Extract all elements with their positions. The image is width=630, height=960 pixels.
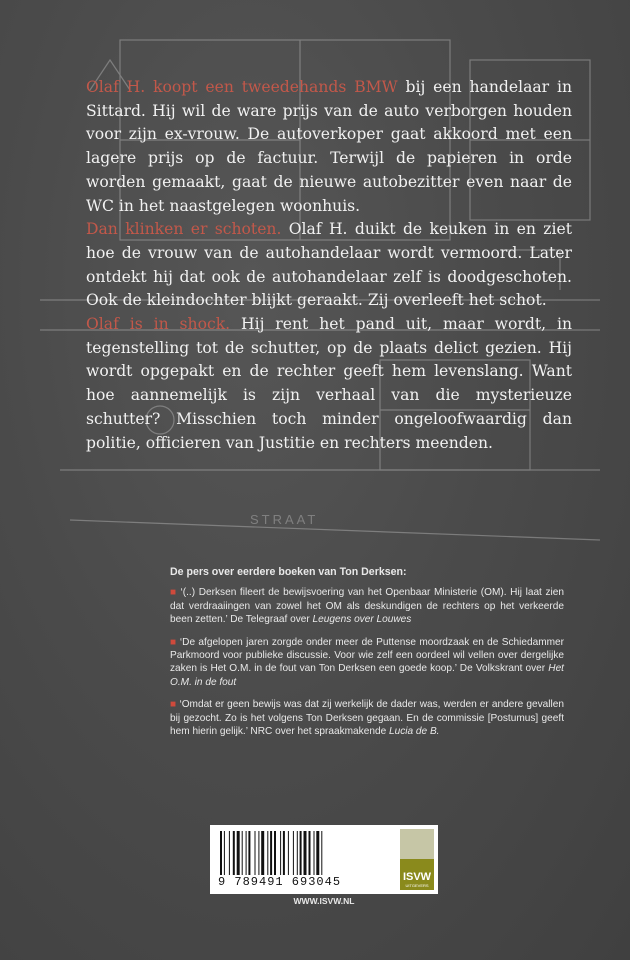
bullet-icon: ■ [170,636,177,648]
story-body-1: bij een handelaar in Sittard. Hij wil de ware prijs van de auto verborgen houden voor zijn ex-vrouw. De autoverkoper gaat akkoord met een lagere prijs op de factuur. Terwijl de papieren in orde worden gemaakt, gaat de nieuwe autobezitter even naar de WC in het naastgelegen woonhuis. [86,78,572,215]
barcode-bar [246,831,247,875]
barcode-bar [261,831,264,875]
barcode-bar [248,831,250,875]
logo-text: ISVW [402,871,432,883]
story-body-2: Olaf H. duikt de keuken in en ziet hoe de vrouw van de autohandelaar wordt vermoord. Later ontdekt hij dat ook de autohandelaar zelf is doodgeschoten. Ook de kleindochter blijkt geraakt. Zij overleeft het schot. [86,220,572,310]
barcode-bar [233,831,235,875]
barcode-bar [258,831,259,875]
press-quotes [170,566,564,747]
barcode-bar [321,831,322,875]
barcode-bar [297,831,298,875]
story-body-3: Hij rent het pand uit, maar wordt, in tegenstelling tot de schutter, op de plaats delict gezien. Hij wordt opgepakt en de rechter geeft hem levenslang. Want hoe aannemelijk is zijn verhaal van die mysterieuze schutter? Misschien toch minder ongeloofwaardig dan politie, officieren van Justitie en rechters meenden. [86,315,572,452]
barcode-bar [255,831,256,875]
barcode-panel [210,825,438,894]
story-lead-3: Olaf is in shock. [86,315,231,334]
quote-1-book-title: Leugens over Louwes [312,614,412,626]
bullet-icon: ■ [170,699,177,711]
barcode-bar [270,831,272,875]
quote-2-book-title: Het O.M. in de fout [170,663,564,688]
isbn-digits: 9 789491 693045 [218,875,342,889]
press-heading: De pers over eerdere boeken van Ton Derksen: [170,566,407,578]
quote-3-book-title: Lucia de B. [388,726,440,738]
quote-2-text: ‘De afgelopen jaren zorgde onder meer de Puttense moordzaak en de Schiedammer Parkmoord voor publieke discussie. Voor wie zelf een oordeel wil vellen over dergelijke zaken is Het O.M. in de fout van Ton Derksen een goede koop.’ De Volkskrant over [170,636,564,675]
story-paragraph-3 [86,313,572,455]
story-text [86,76,572,455]
barcode-bar [293,831,294,875]
bullet-icon: ■ [170,587,177,599]
barcode [218,831,388,875]
sketch-street-label: STRAAT [250,512,319,527]
barcode-bar [220,831,222,875]
barcode-bar [242,831,243,875]
quote-1-text: ‘(..) Derksen fileert de bewijsvoering van het Openbaar Ministerie (OM). Hij laat zien dat verdraaiingen van zowel het OM als deskundigen de rechters op het verkeerde been zetten.’ De Telegraaf over [170,587,565,626]
story-lead-1: Olaf H. koopt een tweedehands BMW [86,78,398,96]
barcode-bar [304,831,307,875]
barcode-bar [267,831,268,875]
press-quote-3 [170,698,564,738]
barcode-bar [288,831,289,875]
story-paragraph-2 [86,218,572,313]
press-quote-1 [170,586,564,626]
logo-portrait-icon [400,829,434,859]
barcode-bar [274,831,276,875]
barcode-bar [309,831,311,875]
barcode-bar [229,831,230,875]
barcode-bar [316,831,319,875]
barcode-bar [314,831,315,875]
quote-3-text: ‘Omdat er geen bewijs was dat zij werkelijk de dader was, werden er andere gevallen bij gezocht. Zo is het volgens Ton Derksen gegaan. En de commissie [Postumus] geeft hem hierin gelijk.’ NRC over het spraakmakende [170,699,564,738]
barcode-bar [300,831,302,875]
logo-subtext: UITGEVERS [405,883,429,888]
barcode-bar [237,831,240,875]
publisher-website: WWW.ISVW.NL [293,896,355,906]
press-quote-2 [170,636,564,690]
barcode-bar [283,831,285,875]
story-lead-2: Dan klinken er schoten. [86,220,282,239]
story-paragraph-1 [86,76,572,218]
publisher-logo [400,829,434,890]
barcode-bar [224,831,225,875]
barcode-bar [280,831,281,875]
